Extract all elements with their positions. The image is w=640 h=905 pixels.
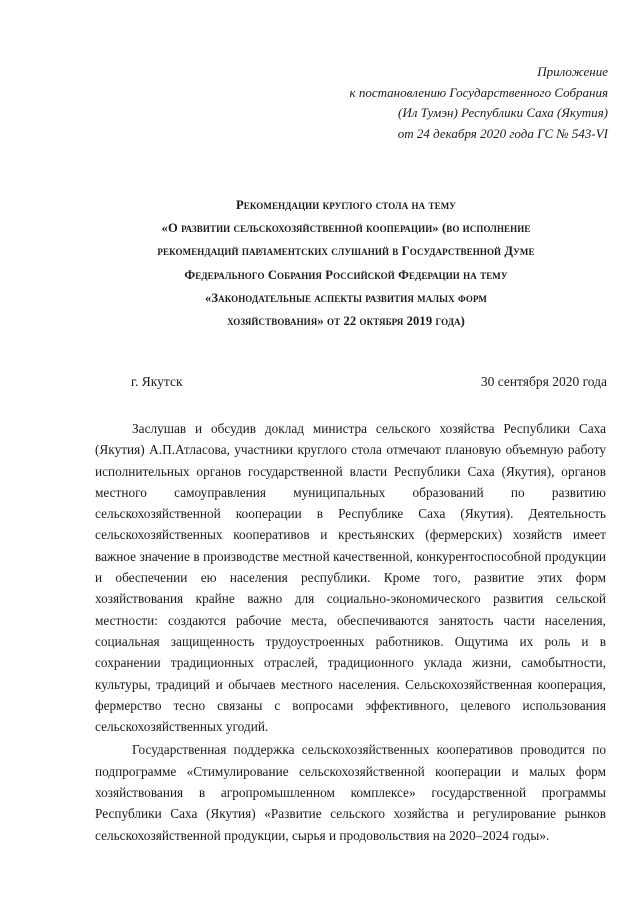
date: 30 сентября 2020 года bbox=[480, 374, 607, 389]
place: г. Якутск bbox=[131, 374, 183, 389]
title-line: Федерального Собрания Российской Федерации на тему bbox=[184, 267, 508, 282]
paragraph: Заслушав и обсудив доклад министра сельского хозяйства Республики Саха (Якутия) А.П.Атласова, участники круглого стола отмечают плановую объемную работу исполнительных органов государственной власти Республики Саха (Якутия), органов местного самоуправления муниципальных образований по развитию сельскохозяйственной кооперации в Республике Саха (Якутия). Деятельность сельскохозяйственных кооперативов и крестьянских (фермерских) хозяйств имеет важное значение в производстве местной качественной, конкурентоспособной продукции и обеспечении ею населения республики. Кроме того, развитие этих форм хозяйствования крайне важно для социально-экономического развития сельской местности: создаются рабочие места, обеспечиваются занятость части населения, социальная защищенность трудоустроенных работников. Ощутима их роль и в сохранении традиционных отраслей, традиционного уклада жизни, самобытности, культуры, традиций и обычаев местного населения. Сельскохозяйственная кооперация, фермерство тесно связаны с вопросами эффективного, целевого использования сельскохозяйственных угодий. bbox=[95, 421, 606, 735]
body-text bbox=[95, 418, 606, 846]
appendix-line: к постановлению Государственного Собрания bbox=[349, 84, 608, 100]
appendix-line: от 24 декабря 2020 года ГС № 543-VI bbox=[397, 125, 608, 141]
appendix-note bbox=[350, 62, 609, 144]
title-line: хозяйствования» от 22 октября 2019 года) bbox=[227, 314, 465, 329]
paragraph: Государственная поддержка сельскохозяйственных кооперативов проводится по подпрограмме «Стимулирование сельскохозяйственной кооперации и малых форм хозяйствования в агропромышленном комплексе» государственной программы Республики Саха (Якутия) «Развитие сельского хозяйства и регулирование рынков сельскохозяйственной продукции, сырья и продовольствия на 2020–2024 годы». bbox=[95, 742, 606, 843]
title-line: «О развитии сельскохозяйственной кооперации» (во исполнение bbox=[161, 221, 531, 236]
document-title bbox=[96, 194, 596, 333]
appendix-line: Приложение bbox=[537, 64, 608, 79]
title-line: рекомендаций парламентских слушаний в Государственной Думе bbox=[157, 244, 535, 259]
appendix-line: (Ил Тумэн) Республики Саха (Якутия) bbox=[398, 105, 608, 120]
title-line: Рекомендации круглого стола на тему bbox=[235, 198, 456, 212]
title-line: «Законодательные аспекты развития малых форм bbox=[204, 290, 488, 305]
